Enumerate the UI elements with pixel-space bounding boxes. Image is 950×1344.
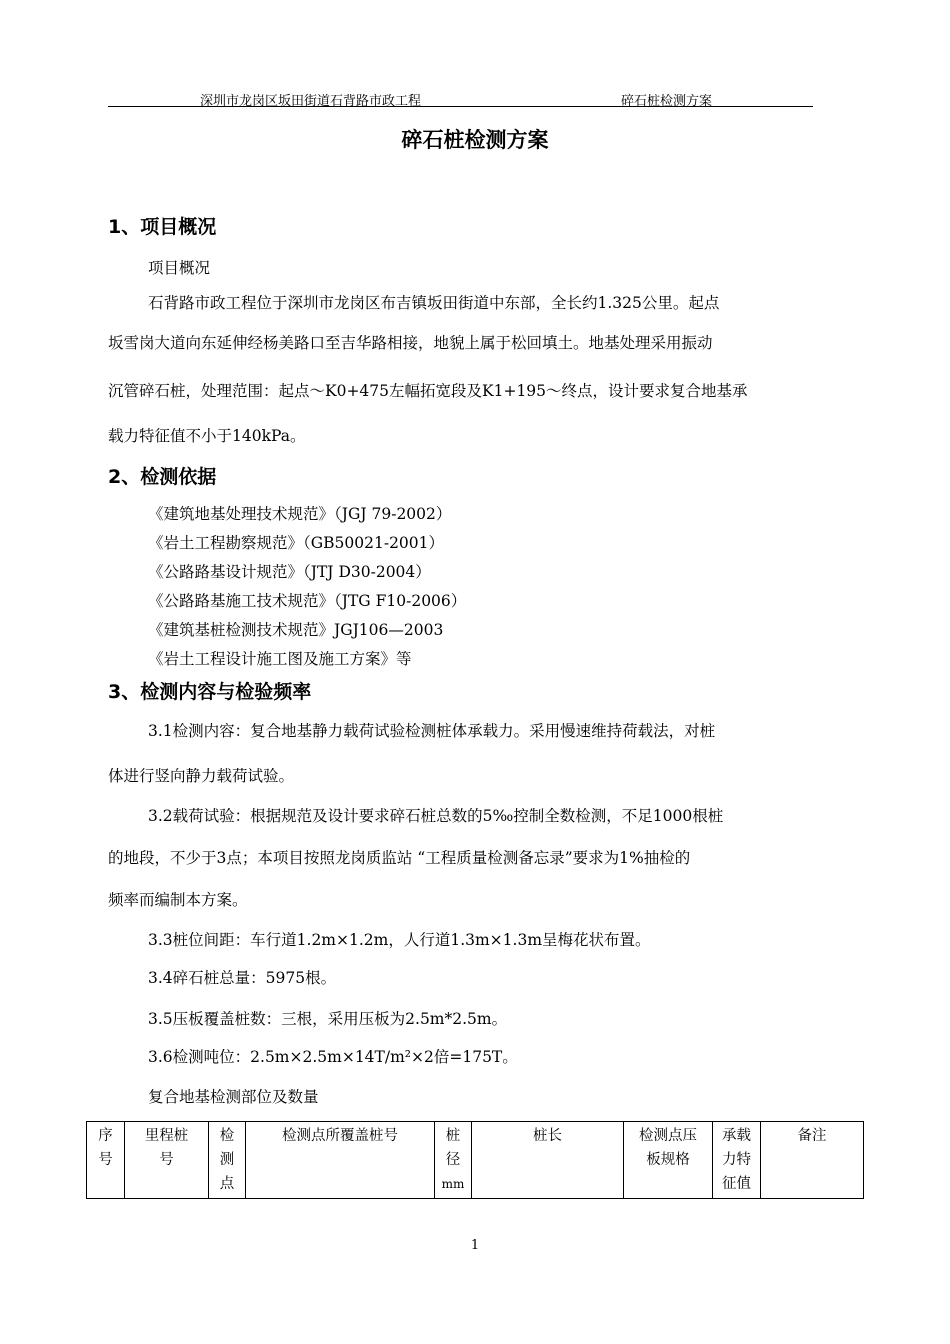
paragraph-3-3: 3.3桩位间距：车行道1.2m×1.2m，人行道1.3m×1.3m呈梅花状布置。 (148, 931, 651, 949)
col-seq: 序 号 (87, 1122, 125, 1199)
page-number: 1 (470, 1238, 480, 1253)
paragraph-3-6: 3.6检测吨位：2.5m×2.5m×14T/m²×2倍=175T。 (148, 1048, 518, 1066)
inspection-table (86, 1121, 864, 1199)
header-right: 碎石桩检测方案 (621, 94, 713, 109)
table-header-row (87, 1122, 864, 1199)
col-remarks: 备注 (761, 1122, 864, 1199)
reference-item: 《建筑基桩检测技术规范》JGJ106—2003 (148, 621, 444, 639)
reference-item: 《公路路基设计规范》（JTJ D30-2004） (148, 563, 431, 581)
document-title: 碎石桩检测方案 (401, 128, 549, 152)
paragraph-3-2: 的地段，不少于3点；本项目按照龙岗质监站 “工程质量检测备忘录”要求为1%抽检的 (108, 849, 691, 867)
section1-line: 沉管碎石桩，处理范围：起点～K0+475左幅拓宽段及K1+195～终点，设计要求复合地基承 (108, 382, 748, 400)
paragraph-3-2: 3.2载荷试验：根据规范及设计要求碎石桩总数的5‰控制全数检测，不足1000根桩 (148, 807, 724, 825)
col-covered-piles: 检测点所覆盖桩号 (246, 1122, 435, 1199)
col-test-point: 检 测 点 (209, 1122, 246, 1199)
paragraph-3-1: 3.1检测内容：复合地基静力载荷试验检测桩体承载力。采用慢速维持荷载法，对桩 (148, 722, 716, 740)
reference-item: 《公路路基施工技术规范》（JTG F10-2006） (148, 592, 467, 610)
table-caption: 复合地基检测部位及数量 (148, 1088, 319, 1106)
col-pile-length: 桩长 (472, 1122, 624, 1199)
section1-line: 坂雪岗大道向东延伸经杨美路口至吉华路相接，地貌上属于松回填土。地基处理采用振动 (108, 334, 713, 352)
paragraph-3-1: 体进行竖向静力载荷试验。 (108, 767, 295, 785)
paragraph-3-5: 3.5压板覆盖桩数：三根，采用压板为2.5m*2.5m。 (148, 1010, 508, 1028)
section1-subheading: 项目概况 (148, 259, 211, 277)
section2-heading: 2、检测依据 (108, 466, 217, 488)
col-bearing-capacity: 承载 力特 征值 (713, 1122, 761, 1199)
paragraph-3-4: 3.4碎石桩总量：5975根。 (148, 969, 337, 987)
reference-item: 《岩土工程设计施工图及施工方案》等 (148, 650, 412, 668)
section1-line: 载力特征值不小于140kPa。 (108, 427, 306, 445)
col-diameter: 桩 径 mm (435, 1122, 472, 1199)
header-rule (108, 106, 813, 107)
col-mileage: 里程桩 号 (125, 1122, 209, 1199)
col-plate-spec: 检测点压 板规格 (624, 1122, 713, 1199)
reference-item: 《建筑地基处理技术规范》（JGJ 79-2002） (148, 505, 452, 523)
section1-line: 石背路市政工程位于深圳市龙岗区布吉镇坂田街道中东部，全长约1.325公里。起点 (148, 294, 720, 312)
header-left: 深圳市龙岗区坂田街道石背路市政工程 (200, 94, 422, 109)
paragraph-3-2: 频率而编制本方案。 (108, 891, 248, 909)
reference-item: 《岩土工程勘察规范》（GB50021-2001） (148, 534, 445, 552)
section3-heading: 3、检测内容与检验频率 (108, 681, 312, 703)
section1-heading: 1、项目概况 (108, 216, 217, 238)
